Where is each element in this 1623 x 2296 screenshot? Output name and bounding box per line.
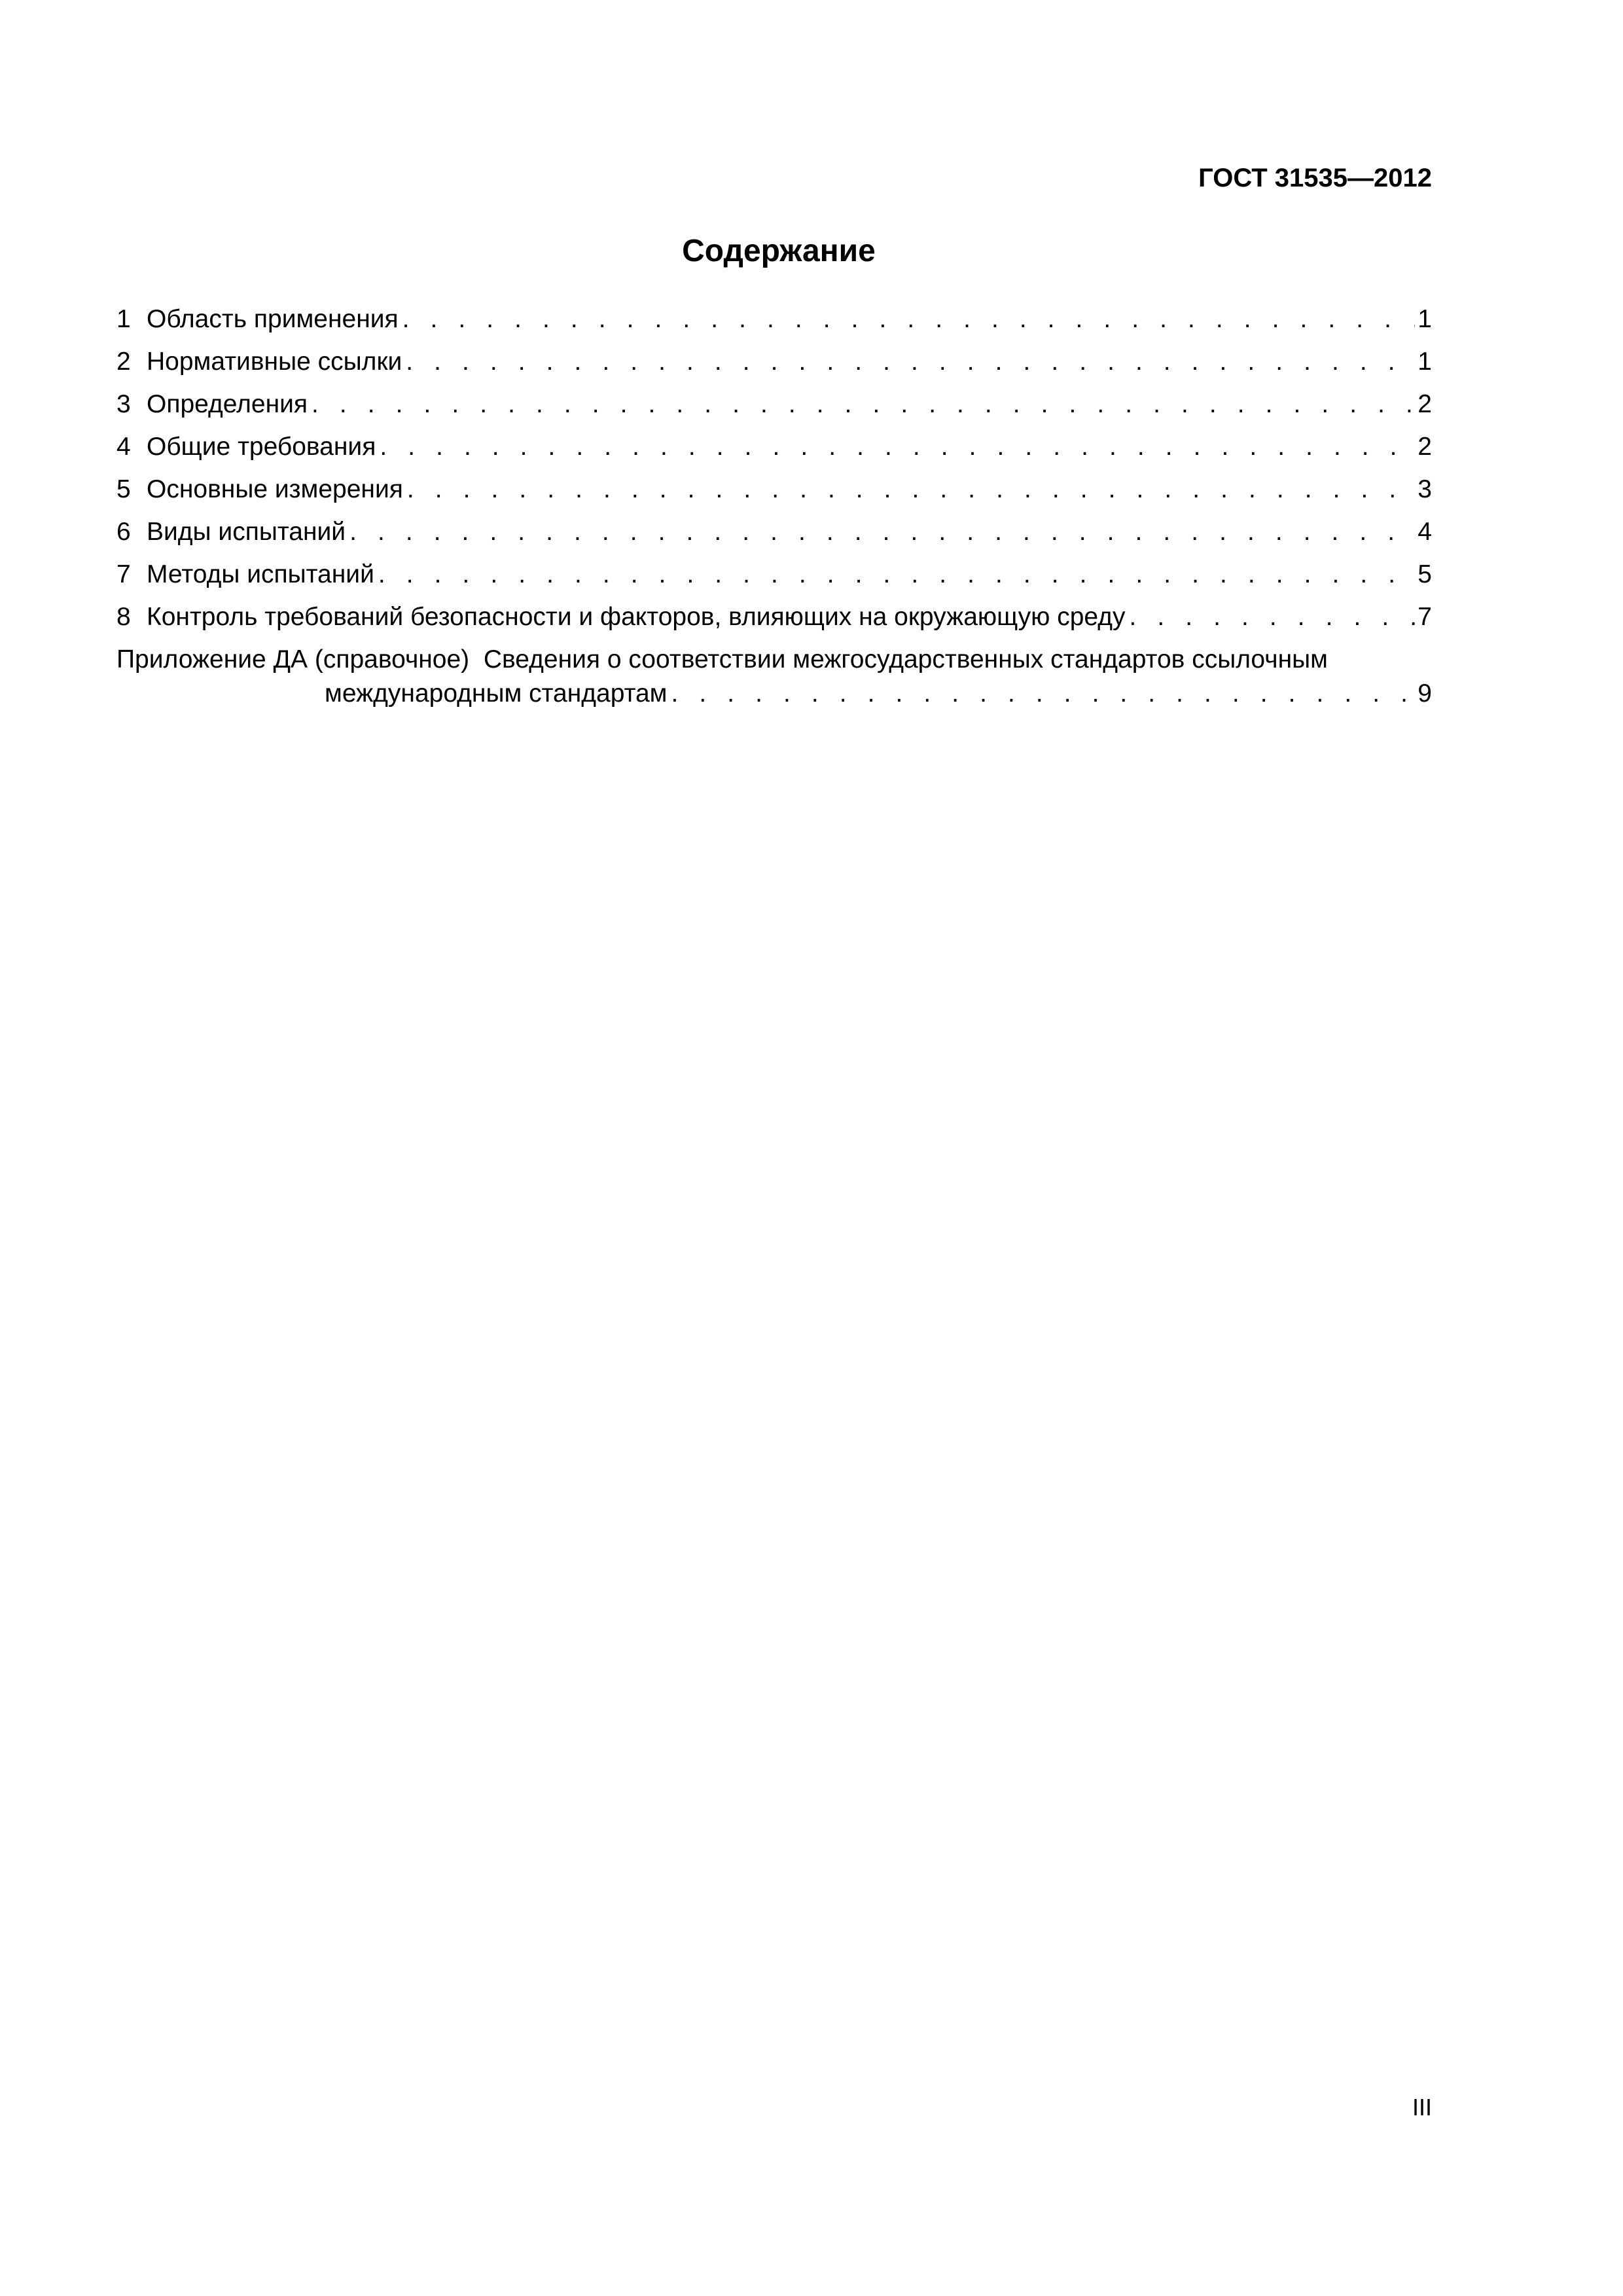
appendix-title-line2: международным стандартам [325, 679, 668, 708]
toc-dot-leader [346, 515, 1415, 549]
toc-dot-leader [399, 302, 1416, 336]
toc-entry[interactable] [116, 600, 1432, 643]
toc-appendix-entry[interactable] [116, 643, 1432, 711]
toc-entry[interactable] [116, 515, 1432, 558]
toc-entry-number: 7 [116, 560, 131, 588]
toc-entry-label: Общие требования [147, 433, 376, 461]
toc-entry-page: 2 [1418, 390, 1432, 418]
toc-entry-number: 2 [116, 348, 131, 376]
toc-entry-page: 1 [1418, 305, 1432, 333]
appendix-page: 9 [1418, 679, 1432, 708]
toc-entry-page: 1 [1418, 348, 1432, 376]
appendix-prefix: Приложение ДА (справочное) [116, 645, 470, 673]
toc-dot-leader [376, 430, 1415, 464]
toc-entry-number: 4 [116, 433, 131, 461]
toc-entry-page: 3 [1418, 475, 1432, 503]
document-code: ГОСТ 31535—2012 [1198, 164, 1432, 192]
toc-dot-leader [374, 558, 1415, 592]
toc-entry-number: 8 [116, 603, 131, 631]
toc-title: Содержание [682, 234, 876, 268]
toc-entry-number: 3 [116, 390, 131, 418]
toc-entry[interactable] [116, 345, 1432, 387]
toc-entry-number: 5 [116, 475, 131, 503]
toc-dot-leader [668, 677, 1416, 711]
toc-entry-label: Область применения [147, 305, 399, 333]
toc-entry-page: 5 [1418, 560, 1432, 588]
toc-dot-leader [1126, 600, 1416, 634]
toc-dot-leader [308, 387, 1415, 422]
toc-entry-label: Основные измерения [147, 475, 403, 503]
toc-entry-page: 7 [1418, 603, 1432, 631]
toc-entry-label: Определения [147, 390, 308, 418]
toc-entry[interactable] [116, 558, 1432, 600]
toc-entry[interactable] [116, 302, 1432, 345]
toc-entry-page: 2 [1418, 433, 1432, 461]
toc-entry-label: Виды испытаний [147, 518, 346, 546]
toc-entry-label: Нормативные ссылки [147, 348, 402, 376]
toc-entry[interactable] [116, 387, 1432, 430]
toc-entry-number: 1 [116, 305, 131, 333]
toc-entry[interactable] [116, 473, 1432, 515]
page-number: III [1412, 2094, 1432, 2121]
toc-dot-leader [402, 345, 1415, 379]
toc-entry-label: Контроль требований безопасности и факторов, влияющих на окружающую среду [147, 603, 1126, 631]
toc-entry-page: 4 [1418, 518, 1432, 546]
appendix-title-line1: Сведения о соответствии межгосударственных стандартов ссылочным [483, 645, 1328, 673]
toc-entry-label: Методы испытаний [147, 560, 374, 588]
toc-dot-leader [403, 473, 1415, 507]
toc-entry[interactable] [116, 430, 1432, 473]
toc-entry-number: 6 [116, 518, 131, 546]
table-of-contents [116, 302, 1432, 711]
